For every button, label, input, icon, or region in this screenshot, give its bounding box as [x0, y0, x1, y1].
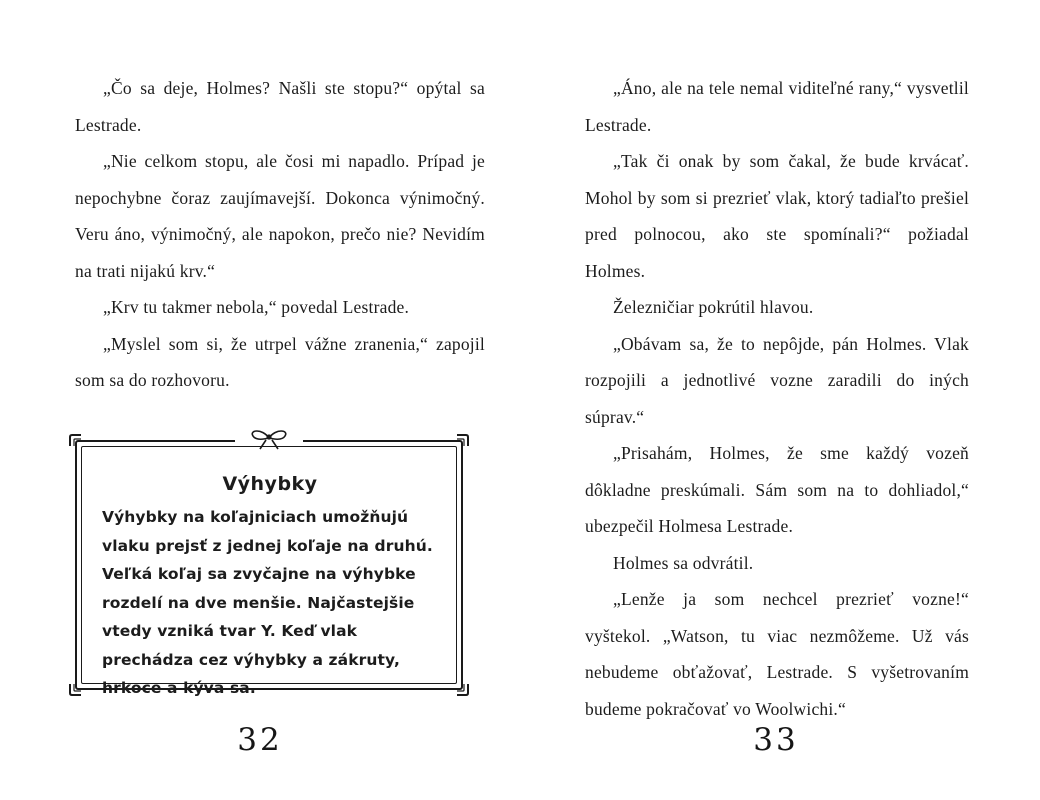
info-box-inner-frame	[81, 446, 457, 697]
paragraph: „Čo sa deje, Holmes? Našli ste stopu?“ opýtal sa Lestrade.	[75, 78, 485, 135]
paragraph: „Krv tu takmer nebola,“ povedal Lestrade.	[103, 297, 410, 317]
corner-flourish-icon	[68, 433, 82, 447]
paragraph: „Áno, ale na tele nemal viditeľné rany,“ vysvetlil Lestrade.	[585, 78, 969, 135]
paragraph: „Nie celkom stopu, ale čosi mi napadlo. Prípad je nepochybne čoraz zaujímavejší. Dokonca výnimočný. Veru áno, výnimočný, ale napokon, prečo nie? Nevidím na trati nijakú krv.“	[75, 151, 485, 281]
paragraph: Železničiar pokrútil hlavou.	[613, 297, 814, 317]
paragraph: „Myslel som si, že utrpel vážne zranenia,“ zapojil som sa do rozhovoru.	[75, 333, 485, 390]
right-page-text-column	[585, 70, 969, 727]
paragraph: „Obávam sa, že to nepôjde, pán Holmes. Vlak rozpojili a jednotlivé vozne zaradili do iných súprav.“	[585, 333, 969, 427]
page-number-left: 32	[237, 722, 283, 758]
paragraph: Holmes sa odvrátil.	[613, 552, 754, 573]
paragraph: „Lenže ja som nechcel prezrieť vozne!“ vyštekol. „Watson, tu viac nezmôžeme. Už vás nebudeme obťažovať, Lestrade. S vyšetrovaním budeme pokračovať vo Woolwichi.“	[585, 589, 969, 719]
left-page-text-column	[75, 70, 485, 399]
info-box-title: Výhybky	[222, 473, 318, 495]
corner-flourish-icon	[68, 683, 82, 697]
paragraph: „Prisahám, Holmes, že sme každý vozeň dôkladne preskúmali. Sám som na to dohliadol,“ ubezpečil Holmesa Lestrade.	[585, 443, 969, 536]
info-box-vyhybky	[75, 440, 463, 697]
paragraph: „Tak či onak by som čakal, že bude krvácať. Mohol by som si prezrieť vlak, ktorý tadiaľto prešiel pred polnocou, ako ste spomínali?“ požiadal Holmes.	[585, 151, 969, 281]
corner-flourish-icon	[456, 433, 470, 447]
corner-flourish-icon	[456, 683, 470, 697]
info-box-body: Výhybky na koľajniciach umožňujú vlaku prejsť z jednej koľaje na druhú. Veľká koľaj sa zvyčajne na výhybke rozdelí na dve menšie. Najčastejšie vtedy vzniká tvar Y. Keď vlak prechádza cez výhybky a zákruty, hrkoce a kýva sa.	[102, 508, 433, 697]
page-number-right: 33	[753, 722, 799, 758]
